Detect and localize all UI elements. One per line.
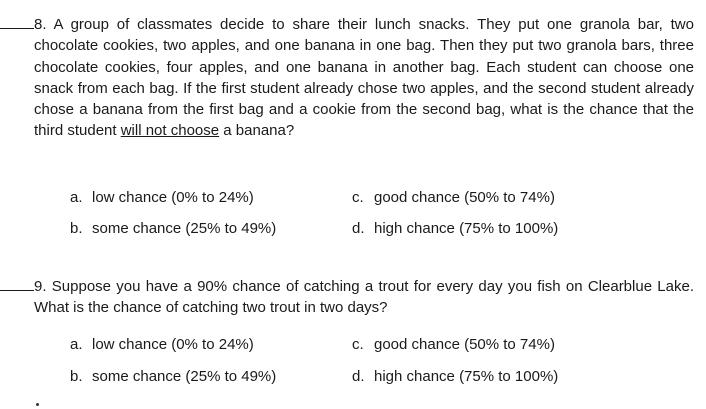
question-number: 8. <box>34 16 47 33</box>
question-number: 9. <box>34 278 47 295</box>
question-text-end: a banana? <box>219 122 295 140</box>
option-8b: b. some chance (25% to 49%) <box>70 220 277 237</box>
option-9d: d. high chance (75% to 100%) <box>352 368 559 385</box>
option-9b: b. some chance (25% to 49%) <box>70 368 277 385</box>
question-emphasis: will not choose <box>120 122 220 140</box>
answer-blank-9[interactable] <box>0 275 34 291</box>
option-8d: d. high chance (75% to 100%) <box>352 220 559 237</box>
question-8-stem <box>34 13 694 142</box>
option-9c: c. good chance (50% to 74%) <box>352 336 555 353</box>
question-9-stem <box>34 275 694 319</box>
option-8c: c. good chance (50% to 74%) <box>352 189 555 206</box>
option-9a: a. low chance (0% to 24%) <box>70 336 254 353</box>
option-8a: a. low chance (0% to 24%) <box>70 189 254 206</box>
answer-blank-8[interactable] <box>0 13 34 29</box>
question-text: Suppose you have a 90% chance of catching a trout for every day you fish on Clearblue Lake. What is the chance of catching two trout in two days? <box>34 278 694 317</box>
page-mark <box>36 403 39 406</box>
question-text: A group of classmates decide to share their lunch snacks. They put one granola bar, two chocolate cookies, two apples, and one banana in one bag. Then they put two granola bars, three chocolate cookies, four apples, and one banana in another bag. Each student can choose one snack from each bag. If the first student already chose two apples, and the second student already chose a banana from the first bag and a cookie from the second bag, what is the chance that the third student <box>34 16 694 140</box>
